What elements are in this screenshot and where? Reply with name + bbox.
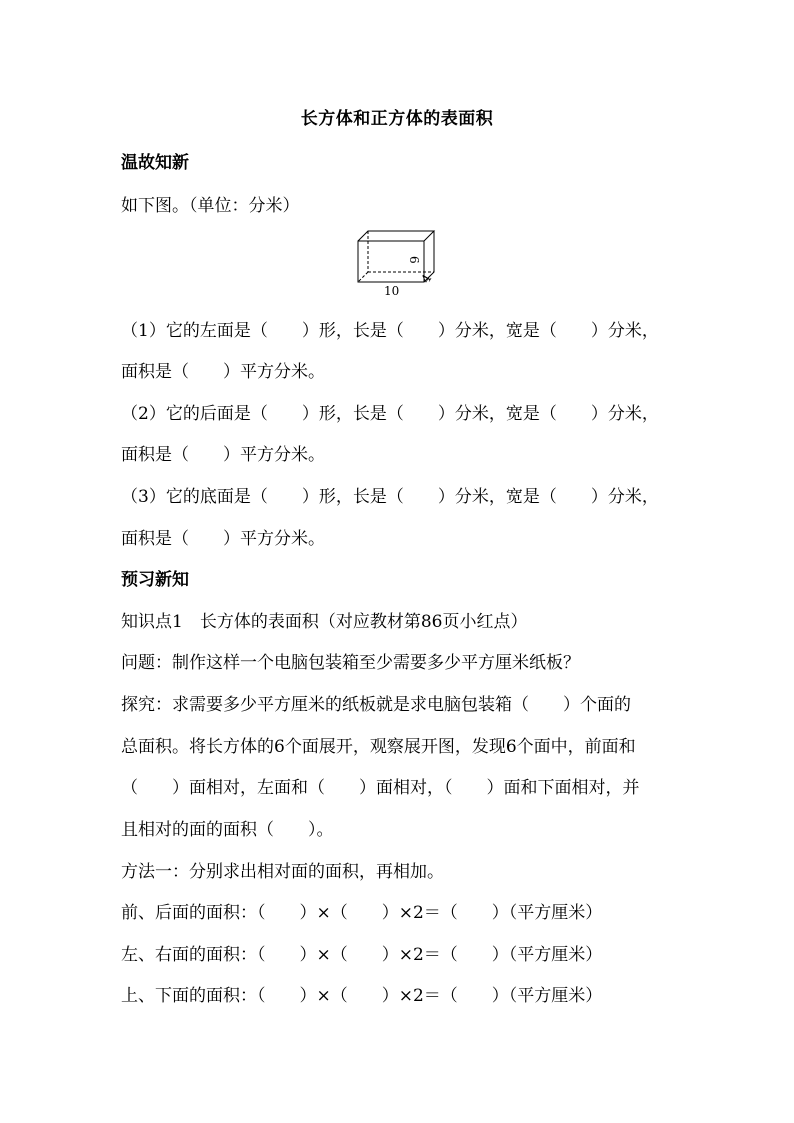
label-length: 10 bbox=[384, 284, 400, 298]
review-line-3: （2）它的后面是（ ）形，长是（ ）分米，宽是（ ）分米， bbox=[121, 404, 659, 424]
question-text: 问题：制作这样一个电脑包装箱至少需要多少平方厘米纸板？ bbox=[121, 653, 580, 673]
formula-front-back: 前、后面的面积：（ ）×（ ）×2＝（ ）（平方厘米） bbox=[121, 903, 603, 923]
explore-line-4: 且相对的面的面积（ ）。 bbox=[121, 820, 334, 840]
method-one: 方法一：分别求出相对面的面积，再相加。 bbox=[121, 862, 444, 882]
formula-top-bottom: 上、下面的面积：（ ）×（ ）×2＝（ ）（平方厘米） bbox=[121, 986, 603, 1006]
review-line-2: 面积是（ ）平方分米。 bbox=[121, 362, 325, 382]
review-line-6: 面积是（ ）平方分米。 bbox=[121, 529, 325, 549]
review-line-1: （1）它的左面是（ ）形，长是（ ）分米，宽是（ ）分米， bbox=[121, 321, 659, 341]
cuboid-figure bbox=[352, 226, 442, 298]
formula-left-right: 左、右面的面积：（ ）×（ ）×2＝（ ）（平方厘米） bbox=[121, 945, 603, 965]
label-height: 6 bbox=[407, 256, 421, 264]
label-width: 4 bbox=[418, 271, 435, 286]
intro-text: 如下图。（单位：分米） bbox=[121, 196, 300, 216]
review-line-5: （3）它的底面是（ ）形，长是（ ）分米，宽是（ ）分米， bbox=[121, 487, 659, 507]
cuboid-diagram bbox=[352, 226, 442, 298]
section-heading-preview: 预习新知 bbox=[121, 570, 189, 590]
review-line-4: 面积是（ ）平方分米。 bbox=[121, 445, 325, 465]
page-title: 长方体和正方体的表面积 bbox=[300, 109, 494, 129]
explore-line-1: 探究：求需要多少平方厘米的纸板就是求电脑包装箱（ ）个面的 bbox=[121, 695, 631, 715]
explore-line-3: （ ）面相对，左面和（ ）面相对，（ ）面和下面相对，并 bbox=[121, 778, 640, 798]
explore-line-2: 总面积。将长方体的6个面展开，观察展开图，发现6个面中，前面和 bbox=[121, 737, 636, 757]
knowledge-point: 知识点1 长方体的表面积（对应教材第86页小红点） bbox=[121, 612, 528, 632]
section-heading-review: 温故知新 bbox=[121, 153, 189, 173]
